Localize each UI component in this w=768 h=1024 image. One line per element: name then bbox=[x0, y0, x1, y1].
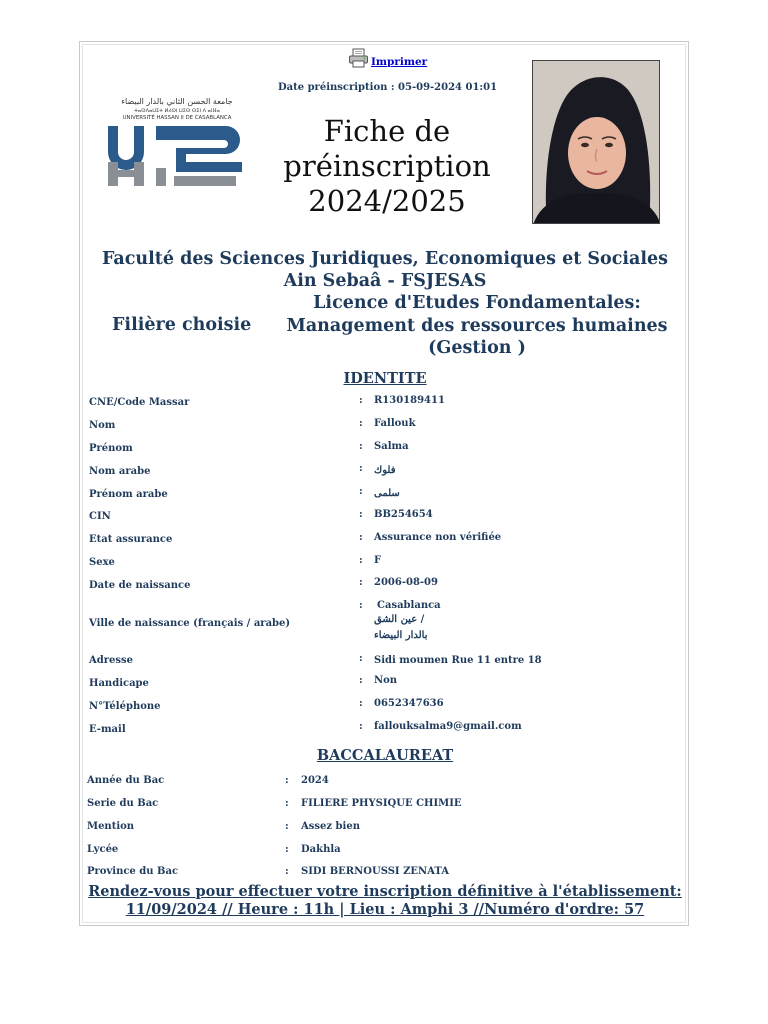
birthplace-fr: Casablanca bbox=[377, 600, 441, 611]
preinscription-date: Date préinscription : 05-09-2024 01:01 bbox=[277, 82, 498, 93]
row-label: Nom bbox=[89, 420, 116, 431]
filiere-label: Filière choisie bbox=[112, 315, 252, 335]
row-value: SIDI BERNOUSSI ZENATA bbox=[301, 866, 449, 877]
row-label: Ville de naissance (français / arabe) bbox=[89, 618, 291, 629]
title-line-2: préinscription bbox=[283, 149, 491, 183]
row-label: CIN bbox=[89, 511, 111, 522]
row-label: Serie du Bac bbox=[87, 798, 159, 809]
printer-icon[interactable] bbox=[348, 48, 370, 68]
print-link[interactable]: Imprimer bbox=[371, 56, 428, 68]
row-label: Mention bbox=[87, 821, 135, 832]
birthplace-ar-1: عين الشق / bbox=[374, 614, 425, 625]
row-value: F bbox=[374, 555, 382, 566]
row-value: Fallouk bbox=[374, 418, 416, 429]
faculty-line-2: Ain Sebaâ - FSJESAS bbox=[283, 271, 487, 291]
row-value: سلمى bbox=[374, 488, 400, 499]
print-control[interactable] bbox=[348, 48, 427, 68]
row-label: Adresse bbox=[89, 655, 134, 666]
row-label: Etat assurance bbox=[89, 534, 173, 545]
rendezvous-notice bbox=[80, 883, 690, 919]
identite-title: IDENTITE bbox=[343, 370, 427, 387]
university-logo bbox=[104, 96, 250, 190]
row-value: 2024 bbox=[301, 775, 329, 786]
student-photo bbox=[532, 60, 660, 224]
row-label: Date de naissance bbox=[89, 580, 191, 591]
row-value: Dakhla bbox=[301, 844, 341, 855]
rendezvous-line-2: 11/09/2024 // Heure : 11h | Lieu : Amphi 3 //Numéro d'ordre: 57 bbox=[125, 901, 645, 918]
title-line-1: Fiche de bbox=[323, 114, 451, 148]
filiere-line-2: Management des ressources humaines bbox=[286, 315, 668, 336]
row-value: R130189411 bbox=[374, 395, 445, 406]
faculty-line-1: Faculté des Sciences Juridiques, Economiques et Sociales bbox=[101, 249, 669, 269]
row-value: 2006-08-09 bbox=[374, 577, 438, 588]
logo-text-tifinagh: ⵜⴰⵙⴷⴰⵡⵉⵜ ⵍⵃⵙⵏ ⵡⵉⵙ ⵙⵉⵏ ⴷ ⴰⵏⴼⴰ bbox=[134, 108, 220, 114]
row-value: 0652347636 bbox=[374, 698, 444, 709]
logo-text-french: UNIVERSITÉ HASSAN II DE CASABLANCA bbox=[122, 115, 232, 121]
row-value: Assurance non vérifiée bbox=[374, 532, 502, 543]
row-label: Année du Bac bbox=[87, 775, 165, 786]
row-label: CNE/Code Massar bbox=[89, 397, 190, 408]
faculty-name bbox=[80, 248, 690, 292]
rendezvous-line-1: Rendez-vous pour effectuer votre inscription définitive à l'établissement: bbox=[88, 883, 682, 900]
row-label: Prénom arabe bbox=[89, 489, 168, 500]
row-value: Sidi moumen Rue 11 entre 18 bbox=[374, 655, 542, 666]
row-value: BB254654 bbox=[374, 509, 433, 520]
title-line-3: 2024/2025 bbox=[308, 184, 466, 218]
filiere-value bbox=[284, 292, 670, 360]
logo-text-arabic: جامعة الحسن الثاني بالدار البيضاء bbox=[121, 97, 233, 106]
row-label: Sexe bbox=[89, 557, 115, 568]
row-label: Nom arabe bbox=[89, 466, 151, 477]
row-value: Non bbox=[374, 675, 398, 686]
page-title bbox=[262, 114, 512, 219]
row-label: Prénom bbox=[89, 443, 133, 454]
row-value: فلوك bbox=[374, 465, 396, 476]
row-label: N°Téléphone bbox=[89, 701, 161, 712]
filiere-line-3: (Gestion ) bbox=[428, 338, 526, 358]
row-label: Handicape bbox=[89, 678, 149, 689]
row-value: Assez bien bbox=[301, 821, 360, 832]
birthplace-ar-2: بالدار البيضاء bbox=[374, 630, 428, 641]
row-label: Province du Bac bbox=[87, 866, 179, 877]
bac-title: BACCALAUREAT bbox=[316, 747, 454, 764]
row-value: Salma bbox=[374, 441, 409, 452]
row-label: E-mail bbox=[89, 724, 126, 735]
row-value: FILIERE PHYSIQUE CHIMIE bbox=[301, 798, 462, 809]
filiere-line-1: Licence d'Etudes Fondamentales: bbox=[313, 293, 641, 313]
row-label: Lycée bbox=[87, 844, 119, 855]
row-value: fallouksalma9@gmail.com bbox=[374, 721, 522, 732]
